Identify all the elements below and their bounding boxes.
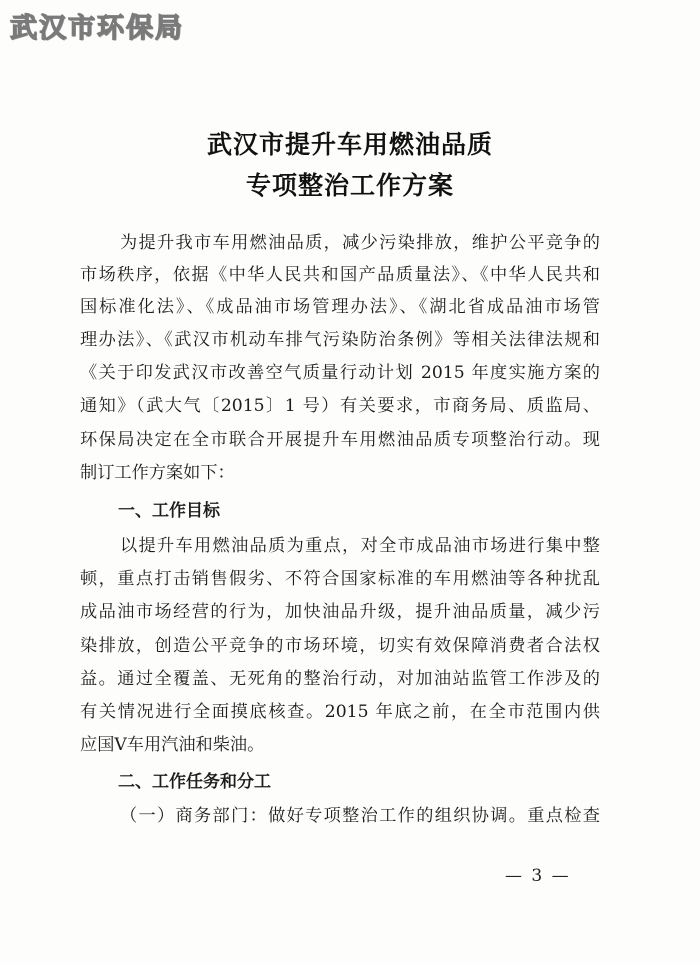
watermark-logo: 武汉市环保局 [10, 13, 184, 44]
paragraph-2-line-1: 以提升车用燃油品质为重点，对全市成品油市场进行集中整 [120, 536, 600, 556]
paragraph-1-line-2: 市场秩序，依据《中华人民共和国产品质量法》、《中华人民共和 [80, 265, 600, 285]
document-title-line-1: 武汉市提升车用燃油品质 [206, 130, 493, 159]
paragraph-1-line-7: 环保局决定在全市联合开展提升车用燃油品质专项整治行动。现 [80, 430, 600, 450]
document-body-continued [80, 702, 600, 842]
paragraph-2-line-6: 有关情况进行全面摸底核查。2015 年底之前，在全市范围内供 [80, 702, 600, 722]
document-body [80, 233, 600, 703]
section-2-heading: 二、工作任务和分工 [118, 772, 271, 792]
paragraph-1-line-8: 制订工作方案如下： [80, 463, 235, 483]
paragraph-2-line-2: 顿，重点打击销售假劣、不符合国家标准的车用燃油等各种扰乱 [80, 569, 600, 589]
paragraph-1-line-3: 国标准化法》、《成品油市场管理办法》、《湖北省成品油市场管 [80, 297, 600, 317]
document-title-line-2: 专项整治工作方案 [245, 171, 454, 200]
section-1-heading: 一、工作目标 [118, 501, 220, 521]
paragraph-2-line-4: 染排放，创造公平竞争的市场环境，切实有效保障消费者合法权 [80, 636, 600, 656]
paragraph-3-line-1: （一）商务部门：做好专项整治工作的组织协调。重点检查 [120, 806, 600, 826]
paragraph-2-line-5: 益。通过全覆盖、无死角的整治行动，对加油站监管工作涉及的 [80, 669, 600, 689]
paragraph-1-line-4: 理办法》、《武汉市机动车排气污染防治条例》等相关法律法规和 [80, 330, 600, 350]
paragraph-2-line-7: 应国Ⅴ车用汽油和柴油。 [80, 735, 265, 755]
paragraph-2-line-3: 成品油市场经营的行为，加快油品升级，提升油品质量，减少污 [80, 602, 600, 622]
paragraph-1-line-1: 为提升我市车用燃油品质，减少污染排放，维护公平竞争的 [120, 233, 600, 253]
paragraph-1-line-6: 通知》（武大气〔2015〕1 号）有关要求，市商务局、质监局、 [80, 396, 600, 416]
page-number: — 3 — [505, 866, 571, 886]
paragraph-1-line-5: 《关于印发武汉市改善空气质量行动计划 2015 年度实施方案的 [80, 363, 600, 383]
